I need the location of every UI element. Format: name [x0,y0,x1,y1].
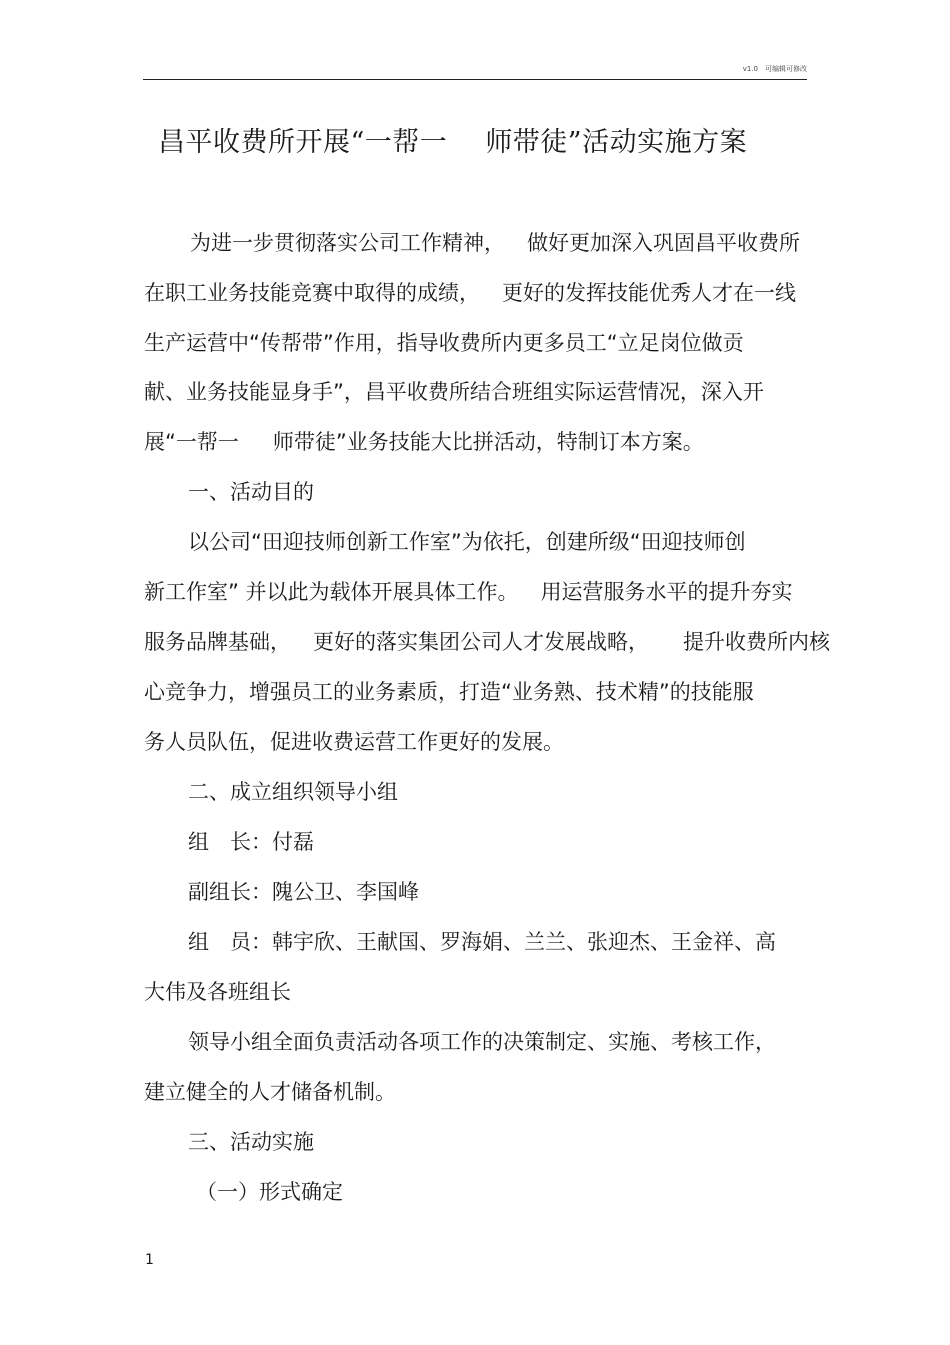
section-1-line-3a: 服务品牌基础， [144,630,291,654]
page-number: 1 [145,1252,154,1268]
section-3-sub-1: （一）形式确定 [196,1180,343,1204]
section-2-heading: 二、成立组织领导小组 [188,780,398,804]
duty-line-1: 领导小组全面负责活动各项工作的决策制定、实施、考核工作， [188,1030,776,1054]
section-1-line-3c: 提升收费所内核 [683,630,830,654]
deputy-label: 副组长： [188,880,272,904]
section-1-line-2a: 新工作室” 并以此为载体开展具体工作。 [144,580,519,604]
document-title [158,120,818,159]
leader-line [188,829,314,855]
section-1-line-3 [144,629,830,655]
deputy-names: 隗公卫、李国峰 [272,880,419,904]
intro-line-5a: 展“一帮一 [144,430,239,454]
title-part-1: 昌平收费所开展“一帮一 [158,127,448,158]
intro-line-5b: 师带徒”业务技能大比拼活动，特制订本方案。 [272,430,704,454]
header-rule [143,79,807,80]
intro-line-2a: 在职工业务技能竞赛中取得的成绩， [144,281,480,305]
intro-line-1 [190,230,800,256]
section-1-line-4: 心竞争力，增强员工的业务素质，打造“业务熟、技术精”的技能服 [144,680,754,704]
leader-label: 组 长： [188,830,272,854]
title-part-2: 师带徒”活动实施方案 [485,127,748,158]
intro-line-2b: 更好的发挥技能优秀人才在一线 [502,281,796,305]
section-1-line-3b: 更好的落实集团公司人才发展战略， [313,630,649,654]
intro-line-1b: 做好更加深入巩固昌平收费所 [527,231,800,255]
section-1-line-2b: 用运营服务水平的提升夯实 [540,580,793,604]
section-1-line-5: 务人员队伍，促进收费运营工作更好的发展。 [144,730,564,754]
duty-line-2: 建立健全的人才储备机制。 [144,1080,396,1104]
members-line-1 [188,929,776,955]
section-1-line-2 [144,579,793,605]
section-3-heading: 三、活动实施 [188,1130,314,1154]
header-version: v1.0 可编辑可修改 [742,65,807,73]
members-names-1: 韩宇欣、王献国、罗海娟、兰兰、张迎杰、王金祥、高 [272,930,776,954]
intro-line-4: 献、业务技能显身手”，昌平收费所结合班组实际运营情况，深入开 [144,380,764,404]
intro-line-5 [144,429,704,455]
intro-line-3: 生产运营中“传帮带”作用，指导收费所内更多员工“立足岗位做贡 [144,331,744,355]
section-1-heading: 一、活动目的 [188,480,314,504]
leader-name: 付磊 [272,830,314,854]
intro-line-1a: 为进一步贯彻落实公司工作精神， [190,231,505,255]
members-label: 组 员： [188,930,272,954]
section-1-line-1: 以公司“田迎技师创新工作室”为依托，创建所级“田迎技师创 [188,530,746,554]
deputy-line [188,879,419,905]
intro-line-2 [144,280,796,306]
members-line-2: 大伟及各班组长 [144,980,291,1004]
